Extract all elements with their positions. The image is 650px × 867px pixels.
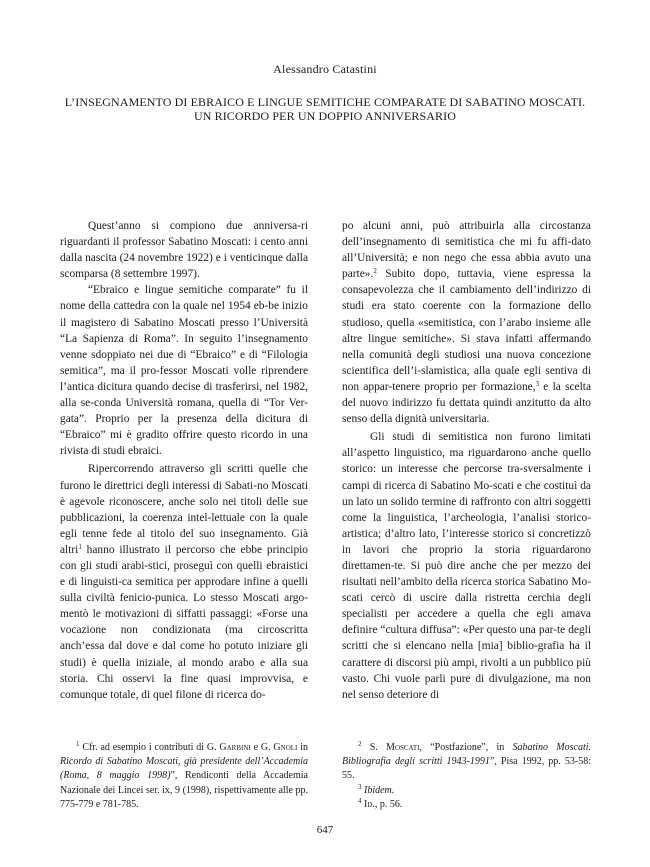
paragraph-text: e la scelta del nuovo indirizzo fu dettata quindi anzitutto da alto senso della dignità universitaria. bbox=[342, 380, 591, 426]
footnote-text: Cfr. ad esempio i contributi di G. bbox=[79, 742, 220, 753]
footnote-text: , p. 56. bbox=[374, 798, 403, 810]
body-column-left bbox=[60, 218, 308, 703]
footnotes-left bbox=[60, 741, 308, 812]
article-author: Alessandro Catastini bbox=[273, 62, 377, 76]
footnote-text: in bbox=[297, 742, 308, 753]
page-number: 647 bbox=[316, 824, 334, 836]
cited-title: Ricordo di Sabatino Moscati, già presidente dell’Accademia (Roma, 8 maggio 1998) bbox=[60, 756, 308, 782]
title-line-1: L’INSEGNAMENTO DI EBRAICO E LINGUE SEMITICHE COMPARATE DI SABATINO MOSCATI. bbox=[64, 95, 586, 109]
footnote-number: 4 bbox=[358, 796, 362, 805]
paragraph bbox=[342, 218, 591, 427]
footnote-text: , “Postfazione”, in bbox=[419, 742, 513, 753]
cited-title: Sabatino Moscati. Bibliografia degli scritti 1943-1991 bbox=[342, 742, 591, 768]
article-title bbox=[30, 95, 620, 123]
body-column-right bbox=[342, 218, 591, 703]
footnote-ref[interactable]: 1 bbox=[78, 542, 82, 551]
paragraph: “Ebraico e lingue semitiche comparate” fu il nome della cattedra con la quale nel 1954 eb-be inizio il magistero di Sabatino Moscati presso l’Università “La Sapienza di Roma”. In seguito l’insegnamento venne sdoppiato nei due di “Ebraico” e di “Filologia semitica”, ma il pro-fessor Moscati volle riprendere l’antica dicitura quando decise di trasferirsi, nel 1982, alla se-conda Università romana, quella di “Tor Ver-gata”. Proprio per la presenza della dicitura di “Ebraico” mi è gradito offrire questo ricordo in una rivista di studi ebraici. bbox=[60, 284, 308, 458]
footnote-ref[interactable]: 2 bbox=[373, 267, 377, 276]
footnote-number: 3 bbox=[358, 782, 362, 791]
footnote-number: 1 bbox=[76, 740, 80, 748]
paragraph-text: Subito dopo, tuttavia, viene espressa la consapevolezza che il cambiamento dell’indirizzo di studi era stato coerente con la formazione dello studioso, quella «semitistica, con l’arabo insieme alle altre lingue semitiche». Si stava infatti affermando nella comunità degli studiosi una nuova concezione scientifica dell’i-slamistica, alla quale egli sentiva di non appar-tenere proprio per formazione, bbox=[342, 268, 591, 393]
footnote-4 bbox=[342, 798, 591, 812]
paragraph-text: hanno illustrato il percorso che ebbe principio con gli studi arabi-stici, proseguì con quelli ebraistici e di linguisti-ca semitica per approdare infine a quelli sulla civiltà fenicio-punica. Lo stesso Moscati argo-mentò le motivazioni di siffatti passaggi: «Forse una vocazione non condizionata (ma circoscritta anch’essa dal dove e dal come ho potuto iniziare gli studi) è quella iniziale, al mondo arabo e alla sua storia. Chi osservi la fine quasi improvvisa, e comunque totale, di quel filone di ricerca do- bbox=[60, 543, 308, 701]
footnote-text: ”, Pisa 1992, pp. 53-58: 55. bbox=[342, 756, 592, 782]
paragraph-text: po alcuni anni, può attribuirla alla circostanza dell’insegnamento di semitistica che mi fu affi-dato all’Università; e non nego che essa abbia avuto una parte». bbox=[342, 220, 591, 281]
footnote-2 bbox=[342, 741, 591, 784]
footnotes-right bbox=[342, 741, 591, 812]
footnote-text: S. bbox=[361, 742, 387, 753]
paragraph bbox=[60, 461, 308, 702]
cited-title: Ibidem. bbox=[361, 784, 395, 796]
footnote-text: ”, Rendiconti della Accademia Nazionale dei Lincei ser. ix, 9 (1998), rispettivamente alle pp. 775-779 e 781-785. bbox=[60, 770, 308, 810]
paragraph-text: Ripercorrendo attraverso gli scritti quelle che furono le direttrici degli interessi di Sabati-no Moscati è agevole riconoscere, anche solo nei titoli delle sue pubblicazioni, la coerenza intel-lettuale con la quale egli tenne fede al titolo del suo insegnamento. Già altri bbox=[60, 463, 308, 556]
paragraph: Quest’anno si compiono due anniversa-ri riguardanti il professor Sabatino Moscati: i cento anni dalla nascita (24 novembre 1922) e i venticinque dalla scomparsa (8 settembre 1997). bbox=[60, 220, 308, 281]
author-name: Moscati bbox=[386, 742, 420, 753]
footnote-1 bbox=[60, 741, 308, 812]
footnote-number: 2 bbox=[358, 740, 362, 748]
footnote-3 bbox=[342, 784, 591, 798]
author-name: Id. bbox=[364, 798, 375, 810]
footnote-ref[interactable]: 3 bbox=[535, 379, 540, 388]
author-name: Gnoli bbox=[273, 742, 298, 753]
title-line-2: UN RICORDO PER UN DOPPIO ANNIVERSARIO bbox=[193, 109, 457, 123]
paragraph: Gli studi di semitistica non furono limitati all’aspetto linguistico, ma riguardarono anche quello storico: un interesse che percorse tra-sversalmente i campi di ricerca di Sabatino Mo-scati e che costituì da un lato un solido termine di raffronto con altri soggetti come la linguistica, l’archeologia, l’analisi storico-artistica; d’altro lato, l’interesse storico si concretizzò in lavori che proprio la storia riguardarono direttamen-te. Si può dire anche che per mezzo dei risultati nell’ambito della ricerca storica Sabatino Mo-scati cercò di uscire dalla ristretta cerchia degli specialisti per accedere a quella che egli amava definire “cultura diffusa”: «Per questo una par-te degli scritti che si elencano nella [mia] biblio-grafia ha il carattere di discorsi più ampi, rivolti a un pubblico più vasto. Chi vuole parli pure di divulgazione, ma non nel senso deteriore di bbox=[342, 431, 591, 701]
author-name: Garbini bbox=[219, 742, 251, 753]
footnote-text: e G. bbox=[250, 742, 274, 753]
